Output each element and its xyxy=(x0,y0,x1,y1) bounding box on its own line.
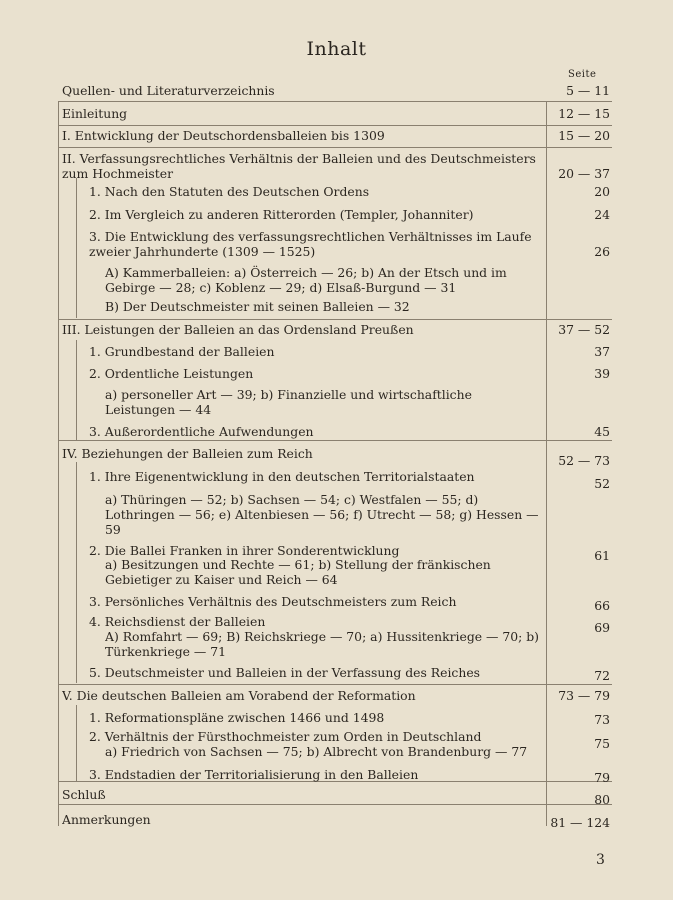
toc-entry-title: Quellen- und Literaturverzeichnis xyxy=(62,83,275,98)
toc-entry-page: 69 xyxy=(594,620,610,635)
toc-entry-title: 2. Die Ballei Franken in ihrer Sonderentwicklung xyxy=(89,543,400,558)
toc-entry-title: 5. Deutschmeister und Balleien in der Verfassung des Reiches xyxy=(89,665,481,680)
toc-entry-title: IV. Beziehungen der Balleien zum Reich xyxy=(62,446,313,461)
toc-entry-page: 52 — 73 xyxy=(558,453,610,468)
separator-line xyxy=(58,684,612,685)
seite-column-header: Seite xyxy=(568,69,597,80)
toc-entry-page: 61 xyxy=(594,548,610,563)
toc-entry-page: 24 xyxy=(594,207,610,222)
column-rule xyxy=(76,462,77,683)
toc-entry-page: 79 xyxy=(594,770,610,785)
toc-entry-page: 45 xyxy=(594,424,610,439)
toc-entry-title: 1. Ihre Eigenentwicklung in den deutschen Territorialstaaten xyxy=(89,469,475,484)
toc-entry-page: 15 — 20 xyxy=(558,128,610,143)
separator-line xyxy=(58,804,612,805)
toc-entry-page: 72 xyxy=(594,668,610,683)
toc-entry-title: Anmerkungen xyxy=(62,812,151,827)
separator-line xyxy=(58,147,612,148)
separator-line xyxy=(58,319,612,320)
toc-entry-title: 3. Endstadien der Territorialisierung in den Balleien xyxy=(89,767,419,782)
toc-entry-title: a) Thüringen — 52; b) Sachsen — 54; c) Westfalen — 55; d) Lothringen — 56; e) Altenbiesen — 56; f) Utrecht — 58; g) Hessen — 59 xyxy=(105,492,539,537)
column-rule xyxy=(58,101,59,826)
toc-entry-title: II. Verfassungsrechtliches Verhältnis der Balleien und des Deutschmeisters zum Hochmeister xyxy=(62,151,536,181)
toc-entry-title: 1. Nach den Statuten des Deutschen Ordens xyxy=(89,184,370,199)
toc-entry-page: 52 xyxy=(594,476,610,491)
toc-entry-page: 73 xyxy=(594,712,610,727)
toc-entry-title: III. Leistungen der Balleien an das Ordensland Preußen xyxy=(62,322,414,337)
toc-entry-page: 20 — 37 xyxy=(558,166,610,181)
toc-entry-title: a) Besitzungen und Rechte — 61; b) Stellung der fränkischen Gebietiger zu Kaiser und Reich — 64 xyxy=(105,557,491,587)
toc-entry-title: 1. Reformationspläne zwischen 1466 und 1498 xyxy=(89,710,385,725)
page-number: 3 xyxy=(596,852,605,868)
toc-entry-title: 2. Im Vergleich zu anderen Ritterorden (Templer, Johanniter) xyxy=(89,207,474,222)
column-rule xyxy=(76,340,77,440)
toc-entry-title: 3. Die Entwicklung des verfassungsrechtlichen Verhältnisses im Laufe zweier Jahrhunderte (1309 — 1525) xyxy=(89,229,532,259)
column-rule xyxy=(76,178,77,318)
toc-entry-title: 1. Grundbestand der Balleien xyxy=(89,344,275,359)
separator-line xyxy=(58,101,612,102)
page-title: Inhalt xyxy=(306,38,367,60)
toc-entry-page: 75 xyxy=(594,736,610,751)
toc-entry-title: I. Entwicklung der Deutschordensballeien bis 1309 xyxy=(62,128,385,143)
toc-entry-title: 2. Ordentliche Leistungen xyxy=(89,366,254,381)
separator-line xyxy=(58,440,612,441)
toc-entry-page: 66 xyxy=(594,598,610,613)
toc-entry-page: 37 xyxy=(594,344,610,359)
toc-entry-page: 26 xyxy=(594,244,610,259)
toc-entry-page: 12 — 15 xyxy=(558,106,610,121)
toc-entry-page: 37 — 52 xyxy=(558,322,610,337)
toc-entry-title: a) personeller Art — 39; b) Finanzielle und wirtschaftliche Leistungen — 44 xyxy=(105,387,472,417)
toc-entry-title: 4. Reichsdienst der Balleien xyxy=(89,614,266,629)
toc-entry-title: Einleitung xyxy=(62,106,128,121)
toc-entry-page: 80 xyxy=(594,792,610,807)
toc-entry-page: 73 — 79 xyxy=(558,688,610,703)
toc-entry-title: Schluß xyxy=(62,787,106,802)
toc-entry-title: 2. Verhältnis der Fürsthochmeister zum Orden in Deutschland xyxy=(89,729,482,744)
toc-entry-title: A) Romfahrt — 69; B) Reichskriege — 70; a) Hussitenkriege — 70; b) Türkenkriege — 71 xyxy=(105,629,540,659)
toc-entry-page: 20 xyxy=(594,184,610,199)
separator-line xyxy=(58,125,612,126)
toc-entry-title: V. Die deutschen Balleien am Vorabend der Reformation xyxy=(62,688,416,703)
toc-entry-page: 81 — 124 xyxy=(550,815,610,830)
toc-entry-title: 3. Außerordentliche Aufwendungen xyxy=(89,424,314,439)
toc-entry-title: A) Kammerballeien: a) Österreich — 26; b) An der Etsch und im Gebirge — 28; c) Koblenz — 29; d) Elsaß-Burgund — 31 xyxy=(105,265,507,295)
column-rule xyxy=(76,705,77,781)
column-rule xyxy=(546,101,547,826)
toc-entry-title: a) Friedrich von Sachsen — 75; b) Albrecht von Brandenburg — 77 xyxy=(105,744,528,759)
toc-entry-title: 3. Persönliches Verhältnis des Deutschmeisters zum Reich xyxy=(89,594,457,609)
toc-entry-page: 39 xyxy=(594,366,610,381)
toc-entry-title: B) Der Deutschmeister mit seinen Balleien — 32 xyxy=(105,299,410,314)
toc-entry-page: 5 — 11 xyxy=(566,83,610,98)
